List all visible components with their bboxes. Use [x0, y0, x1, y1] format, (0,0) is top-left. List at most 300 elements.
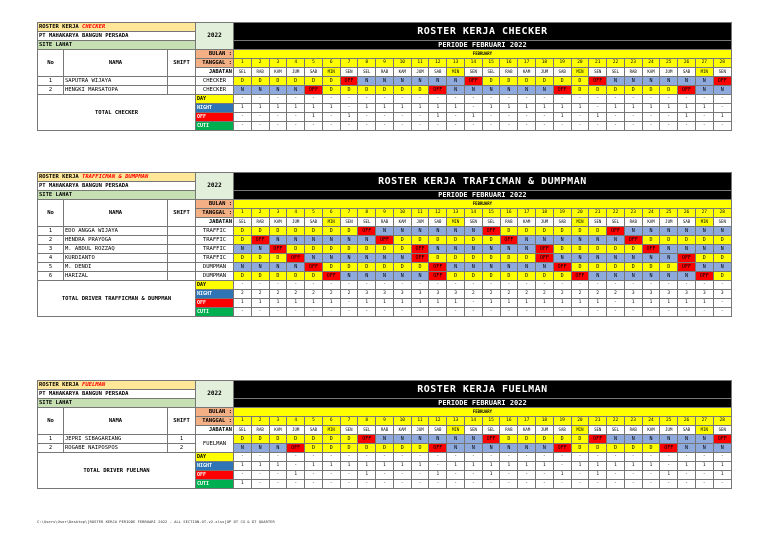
schedule-cell: N	[536, 263, 554, 272]
label-bulan: BULAN :	[196, 50, 234, 59]
summary-cuti-cell: -	[518, 308, 536, 317]
summary-night-cell: 1	[411, 104, 429, 113]
summary-day-cell: -	[358, 281, 376, 290]
date-cell: 7	[340, 417, 358, 426]
summary-cuti-cell: -	[269, 480, 287, 489]
summary-off-cell: -	[340, 471, 358, 480]
summary-day-cell: -	[322, 453, 340, 462]
summary-day-cell: -	[624, 453, 642, 462]
summary-cuti-cell: -	[429, 308, 447, 317]
summary-night-cell: 1	[518, 104, 536, 113]
day-name-cell: MIN	[695, 68, 713, 77]
summary-cuti-cell: -	[411, 122, 429, 131]
employee-row	[38, 263, 732, 272]
schedule-cell: N	[642, 254, 660, 263]
schedule-cell: N	[518, 263, 536, 272]
summary-day-cell: -	[464, 95, 482, 104]
schedule-cell: OFF	[624, 236, 642, 245]
summary-cuti-cell: -	[589, 122, 607, 131]
summary-day-cell: -	[269, 453, 287, 462]
schedule-cell: OFF	[464, 77, 482, 86]
schedule-cell: OFF	[429, 86, 447, 95]
summary-night-cell: 2	[500, 290, 518, 299]
summary-cuti-cell: -	[482, 480, 500, 489]
summary-night-cell: 2	[607, 290, 625, 299]
summary-day-cell: -	[447, 281, 465, 290]
summary-night-cell: 1	[678, 104, 696, 113]
schedule-cell: OFF	[500, 236, 518, 245]
summary-off-cell: 1	[322, 299, 340, 308]
schedule-cell: D	[447, 254, 465, 263]
label-jabatan: JABATAN	[196, 426, 234, 435]
date-cell: 15	[482, 59, 500, 68]
schedule-cell: N	[340, 236, 358, 245]
schedule-cell: D	[518, 272, 536, 281]
summary-off-cell: 1	[536, 299, 554, 308]
date-cell: 28	[713, 209, 731, 218]
date-cell: 7	[340, 59, 358, 68]
schedule-cell: N	[607, 435, 625, 444]
summary-cuti-cell: -	[678, 308, 696, 317]
summary-night-cell: 1	[322, 462, 340, 471]
employee-shift	[168, 86, 196, 95]
summary-off-cell: 1	[305, 299, 323, 308]
schedule-cell: N	[411, 227, 429, 236]
schedule-cell: N	[500, 245, 518, 254]
employee-position: CHECKER	[196, 77, 234, 86]
summary-off-cell: 1	[589, 471, 607, 480]
summary-cuti-cell: -	[589, 480, 607, 489]
summary-day-cell: -	[429, 281, 447, 290]
summary-day-cell: -	[553, 453, 571, 462]
schedule-cell: D	[251, 77, 269, 86]
summary-cuti-cell: -	[607, 122, 625, 131]
summary-cuti-cell: -	[251, 308, 269, 317]
schedule-cell: D	[624, 86, 642, 95]
schedule-cell: D	[571, 435, 589, 444]
summary-off-cell: -	[518, 113, 536, 122]
date-cell: 4	[287, 417, 305, 426]
summary-day-cell: -	[695, 281, 713, 290]
summary-night-cell: 3	[660, 290, 678, 299]
day-name-cell: KAM	[518, 218, 536, 227]
summary-off-cell: -	[660, 113, 678, 122]
schedule-cell: N	[269, 86, 287, 95]
summary-off-cell: -	[322, 113, 340, 122]
company-name: PT MAHAKARYA BANGUN PERSADA	[38, 390, 196, 399]
date-cell: 25	[660, 59, 678, 68]
schedule-cell: N	[358, 77, 376, 86]
summary-off-cell: -	[642, 471, 660, 480]
schedule-cell: N	[571, 236, 589, 245]
summary-night-cell: 1	[393, 462, 411, 471]
date-cell: 18	[536, 209, 554, 218]
summary-day-cell: -	[376, 281, 394, 290]
summary-off-cell: -	[358, 113, 376, 122]
day-name-cell: SEL	[607, 426, 625, 435]
site-name: SITE LAHAT	[38, 191, 196, 200]
summary-night-cell: 2	[234, 290, 252, 299]
section-title: ROSTER KERJA FUELMAN	[38, 381, 196, 390]
summary-off-cell: 1	[589, 113, 607, 122]
summary-night-cell: 1	[571, 104, 589, 113]
employee-row	[38, 272, 732, 281]
employee-no: 6	[38, 272, 64, 281]
schedule-cell: N	[305, 254, 323, 263]
summary-label-cuti: CUTI	[196, 480, 234, 489]
summary-off-cell: -	[536, 471, 554, 480]
summary-cuti-cell: -	[251, 122, 269, 131]
summary-cuti-cell: 1	[234, 480, 252, 489]
summary-night-cell: 1	[305, 462, 323, 471]
summary-cuti-cell: -	[571, 308, 589, 317]
summary-day-cell: -	[553, 95, 571, 104]
date-cell: 27	[695, 209, 713, 218]
summary-cuti-cell: -	[322, 122, 340, 131]
summary-day-cell: -	[589, 95, 607, 104]
schedule-cell: N	[322, 236, 340, 245]
employee-row	[38, 254, 732, 263]
schedule-cell: N	[695, 245, 713, 254]
summary-cuti-cell: -	[358, 480, 376, 489]
summary-night-cell: 1	[393, 104, 411, 113]
schedule-cell: N	[713, 86, 731, 95]
schedule-cell: D	[607, 263, 625, 272]
schedule-cell: N	[464, 263, 482, 272]
day-name-cell: RAB	[376, 218, 394, 227]
summary-day-cell: -	[464, 281, 482, 290]
schedule-cell: D	[269, 77, 287, 86]
schedule-cell: D	[393, 86, 411, 95]
day-name-cell: SEN	[713, 218, 731, 227]
summary-off-cell: -	[607, 299, 625, 308]
summary-night-cell: 3	[429, 290, 447, 299]
summary-night-cell: 2	[589, 290, 607, 299]
schedule-cell: D	[695, 236, 713, 245]
employee-no: 1	[38, 227, 64, 236]
date-cell: 7	[340, 209, 358, 218]
year-cell: 2022	[196, 23, 234, 50]
day-name-cell: SAB	[678, 218, 696, 227]
schedule-cell: N	[287, 236, 305, 245]
schedule-cell: N	[447, 86, 465, 95]
schedule-cell: D	[571, 263, 589, 272]
schedule-cell: N	[536, 444, 554, 453]
label-tanggal: TANGGAL :	[196, 209, 234, 218]
day-name-cell: SAB	[553, 426, 571, 435]
schedule-cell: N	[642, 227, 660, 236]
roster-table	[37, 172, 732, 317]
schedule-cell: D	[393, 245, 411, 254]
summary-cuti-cell: -	[269, 122, 287, 131]
summary-night-cell: 1	[482, 462, 500, 471]
header-no: No	[38, 50, 64, 77]
summary-off-cell: 1	[358, 471, 376, 480]
summary-night-cell: 1	[536, 462, 554, 471]
summary-night-cell: 1	[269, 462, 287, 471]
day-name-cell: SEN	[589, 68, 607, 77]
total-label: TOTAL DRIVER TRAFFICMAN & DUMPMAN	[38, 281, 196, 317]
employee-shift: 1	[168, 435, 196, 444]
summary-night-cell: 1	[376, 462, 394, 471]
date-cell: 14	[464, 209, 482, 218]
schedule-cell: OFF	[305, 86, 323, 95]
summary-day-cell: -	[660, 95, 678, 104]
schedule-cell: N	[447, 245, 465, 254]
summary-label-night: NIGHT	[196, 462, 234, 471]
summary-day-cell: -	[500, 453, 518, 462]
schedule-cell: N	[393, 435, 411, 444]
employee-no: 2	[38, 86, 64, 95]
summary-cuti-cell: -	[571, 480, 589, 489]
summary-night-cell: 1	[305, 104, 323, 113]
summary-night-cell: 1	[340, 462, 358, 471]
date-cell: 17	[518, 209, 536, 218]
summary-day-cell: -	[660, 453, 678, 462]
schedule-cell: OFF	[553, 444, 571, 453]
schedule-cell: D	[571, 444, 589, 453]
employee-row	[38, 435, 732, 444]
employee-no: 2	[38, 444, 64, 453]
summary-label-night: NIGHT	[196, 290, 234, 299]
employee-name: M. DENDI	[64, 263, 168, 272]
day-name-cell: SEL	[234, 426, 252, 435]
summary-day-cell: -	[536, 453, 554, 462]
summary-off-cell: 1	[429, 471, 447, 480]
summary-label-day: DAY	[196, 95, 234, 104]
summary-cuti-cell: -	[464, 480, 482, 489]
summary-off-cell: -	[464, 299, 482, 308]
summary-day-cell: -	[287, 281, 305, 290]
summary-cuti-cell: -	[500, 122, 518, 131]
date-cell: 28	[713, 59, 731, 68]
summary-night-cell: -	[340, 104, 358, 113]
schedule-cell: N	[393, 227, 411, 236]
day-name-cell: MIN	[571, 68, 589, 77]
date-cell: 21	[589, 417, 607, 426]
summary-day-cell: -	[269, 281, 287, 290]
date-cell: 23	[624, 209, 642, 218]
summary-cuti-cell: -	[607, 308, 625, 317]
summary-cuti-cell: -	[678, 480, 696, 489]
day-name-cell: JUM	[660, 218, 678, 227]
summary-night-cell: -	[287, 462, 305, 471]
schedule-cell: N	[678, 245, 696, 254]
month-label: FEBRUARY	[234, 200, 732, 209]
date-cell: 11	[411, 209, 429, 218]
employee-shift	[168, 272, 196, 281]
summary-off-cell: 1	[234, 299, 252, 308]
day-name-cell: SEN	[340, 218, 358, 227]
summary-night-cell: 1	[500, 104, 518, 113]
summary-cuti-cell: -	[695, 480, 713, 489]
schedule-cell: N	[695, 86, 713, 95]
day-name-cell: SAB	[553, 218, 571, 227]
summary-off-cell: -	[482, 113, 500, 122]
schedule-cell: N	[447, 263, 465, 272]
summary-day-cell: -	[251, 453, 269, 462]
schedule-cell: OFF	[482, 435, 500, 444]
label-bulan: BULAN :	[196, 200, 234, 209]
summary-night-cell: 1	[251, 462, 269, 471]
summary-off-cell: -	[251, 471, 269, 480]
total-label: TOTAL CHECKER	[38, 95, 196, 131]
summary-cuti-cell: -	[482, 122, 500, 131]
date-cell: 26	[678, 209, 696, 218]
day-name-cell: RAB	[251, 68, 269, 77]
day-name-cell: SAB	[678, 426, 696, 435]
date-cell: 26	[678, 417, 696, 426]
summary-off-cell: -	[518, 471, 536, 480]
schedule-cell: OFF	[553, 86, 571, 95]
day-name-cell: RAB	[251, 426, 269, 435]
schedule-cell: N	[660, 77, 678, 86]
schedule-cell: N	[411, 77, 429, 86]
date-cell: 28	[713, 417, 731, 426]
summary-day-cell: -	[695, 95, 713, 104]
schedule-cell: N	[376, 77, 394, 86]
summary-night-cell: 1	[607, 462, 625, 471]
date-cell: 22	[607, 417, 625, 426]
summary-cuti-cell: -	[518, 122, 536, 131]
summary-cuti-cell: -	[518, 480, 536, 489]
year-cell: 2022	[196, 381, 234, 408]
employee-shift	[168, 227, 196, 236]
employee-position: TRAFFIC	[196, 227, 234, 236]
schedule-cell: D	[287, 245, 305, 254]
day-name-cell: MIN	[571, 218, 589, 227]
day-name-cell: SEL	[358, 218, 376, 227]
summary-night-cell: 1	[518, 462, 536, 471]
schedule-cell: OFF	[660, 444, 678, 453]
summary-day-cell: -	[713, 95, 731, 104]
schedule-cell: D	[589, 86, 607, 95]
schedule-cell: N	[607, 272, 625, 281]
day-name-cell: SAB	[305, 68, 323, 77]
schedule-cell: N	[376, 435, 394, 444]
date-cell: 23	[624, 59, 642, 68]
summary-off-cell: -	[642, 113, 660, 122]
summary-night-cell: 1	[607, 104, 625, 113]
date-cell: 16	[500, 209, 518, 218]
employee-shift	[168, 236, 196, 245]
day-name-cell: SEN	[340, 426, 358, 435]
day-name-cell: JUM	[287, 426, 305, 435]
summary-off-cell: 1	[660, 299, 678, 308]
schedule-cell: D	[305, 227, 323, 236]
summary-off-cell: 1	[553, 299, 571, 308]
day-name-cell: KAM	[642, 426, 660, 435]
date-cell: 24	[642, 209, 660, 218]
header-nama: NAMA	[64, 50, 168, 77]
schedule-cell: D	[536, 435, 554, 444]
schedule-cell: D	[642, 236, 660, 245]
schedule-cell: N	[695, 227, 713, 236]
date-cell: 5	[305, 417, 323, 426]
day-name-cell: SEL	[482, 218, 500, 227]
date-cell: 10	[393, 417, 411, 426]
date-cell: 23	[624, 417, 642, 426]
schedule-cell: N	[269, 236, 287, 245]
employee-no: 2	[38, 236, 64, 245]
employee-name: ROGABE NAIPOSPOS	[64, 444, 168, 453]
schedule-cell: N	[624, 435, 642, 444]
summary-day-cell: -	[429, 95, 447, 104]
date-cell: 24	[642, 417, 660, 426]
summary-night-cell: 1	[642, 104, 660, 113]
schedule-cell: OFF	[589, 77, 607, 86]
date-cell: 26	[678, 59, 696, 68]
summary-cuti-cell: -	[500, 480, 518, 489]
schedule-cell: N	[695, 263, 713, 272]
summary-off-cell: 1	[500, 299, 518, 308]
employee-position: TRAFFIC	[196, 236, 234, 245]
employee-no: 5	[38, 263, 64, 272]
day-name-cell: SAB	[305, 218, 323, 227]
schedule-cell: OFF	[251, 236, 269, 245]
summary-off-cell: 1	[713, 471, 731, 480]
schedule-cell: D	[589, 263, 607, 272]
employee-name: HARIZAL	[64, 272, 168, 281]
schedule-cell: OFF	[536, 254, 554, 263]
employee-position: DUMPMAN	[196, 272, 234, 281]
schedule-cell: N	[234, 245, 252, 254]
summary-day-cell: -	[411, 281, 429, 290]
summary-cuti-cell: -	[287, 480, 305, 489]
date-cell: 27	[695, 59, 713, 68]
schedule-cell: N	[393, 272, 411, 281]
roster-section-checker	[37, 22, 731, 131]
schedule-cell: D	[464, 254, 482, 263]
schedule-cell: N	[642, 435, 660, 444]
summary-cuti-cell: -	[376, 480, 394, 489]
summary-off-cell: -	[411, 113, 429, 122]
summary-day-cell: -	[358, 95, 376, 104]
employee-row	[38, 245, 732, 254]
schedule-cell: D	[518, 77, 536, 86]
date-cell: 11	[411, 59, 429, 68]
date-cell: 16	[500, 59, 518, 68]
schedule-cell: D	[447, 236, 465, 245]
header-shift: SHIFT	[168, 50, 196, 77]
summary-day-cell: -	[607, 95, 625, 104]
summary-day-cell: -	[678, 281, 696, 290]
summary-night-cell: 3	[624, 290, 642, 299]
summary-cuti-cell: -	[464, 308, 482, 317]
day-name-cell: RAB	[624, 426, 642, 435]
summary-cuti-cell: -	[358, 308, 376, 317]
summary-day-cell: -	[447, 453, 465, 462]
date-cell: 9	[376, 59, 394, 68]
summary-day-cell: -	[305, 453, 323, 462]
schedule-cell: N	[589, 236, 607, 245]
summary-night-cell: 1	[660, 104, 678, 113]
summary-day-cell: -	[234, 95, 252, 104]
summary-cuti-cell: -	[660, 122, 678, 131]
employee-row	[38, 236, 732, 245]
schedule-cell: D	[322, 444, 340, 453]
schedule-cell: N	[340, 272, 358, 281]
schedule-cell: D	[411, 444, 429, 453]
schedule-cell: D	[713, 236, 731, 245]
schedule-cell: OFF	[536, 245, 554, 254]
date-cell: 13	[447, 417, 465, 426]
summary-day-cell: -	[411, 95, 429, 104]
schedule-cell: N	[607, 236, 625, 245]
summary-night-cell: -	[553, 462, 571, 471]
summary-cuti-cell: -	[464, 122, 482, 131]
schedule-cell: D	[269, 227, 287, 236]
